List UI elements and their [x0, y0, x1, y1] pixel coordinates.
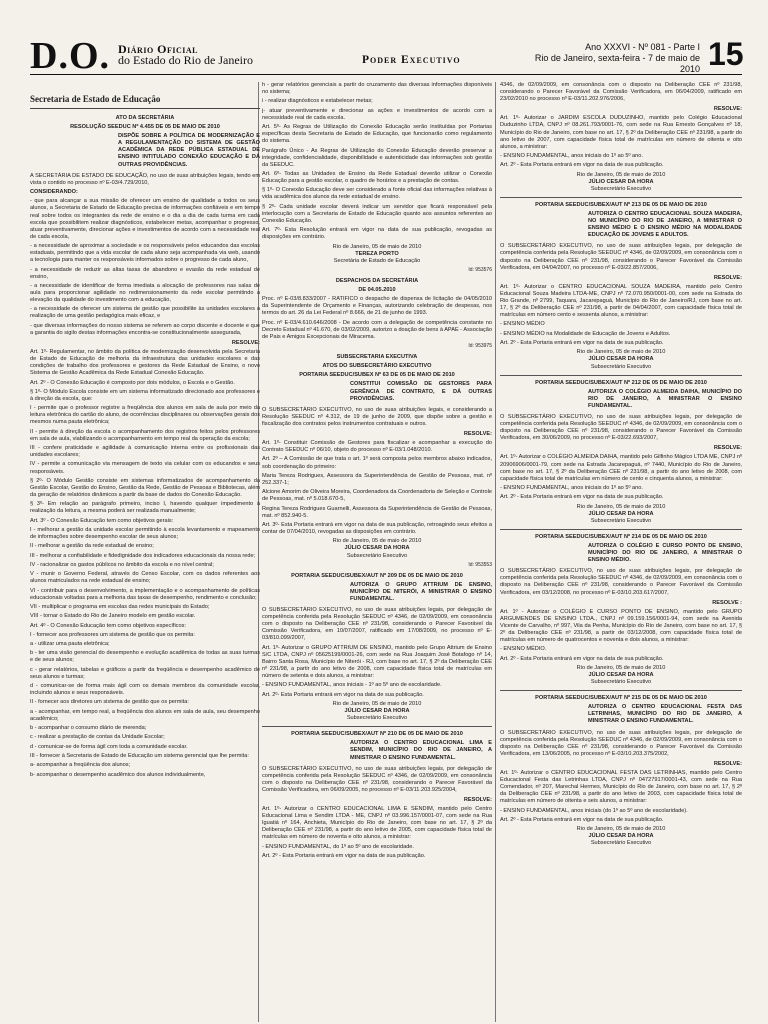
article: Art. 1º- Autorizar o COLÉGIO ALMEIDA DAIHA, mantido pelo Gilfinho Mágico LTDA ME, CNPJ nº 20906906/0001-79, com sede na Estrada Jacarepaguá, nº 7440, Município do Rio de Janeiro, com base no art. 17, § 2º da Deliberação CEE nº 231/98, a partir do ano letivo de 2008, com capacidade física total de matrículas em número de cento e cinquenta alunos, a ministrar: [500, 454, 742, 482]
document-id: Id: 953553 [468, 561, 492, 568]
list-item: III - fornecer à Secretaria de Estado de Educação um sistema gerencial que lhe permita: [30, 752, 249, 759]
signatory-role: Subsecretário Executivo [346, 552, 408, 559]
resolve-heading: RESOLVE: [713, 274, 742, 281]
list-item: - ENSINO MÉDIO. [500, 646, 547, 653]
article: Art. 2º – A Comissão de que trata o art. 1º será composta pelos membros abaixo indicados, sob coordenação do primeiro: [262, 456, 492, 470]
list-item: VII - multiplicar o programa em escolas das redes municipais do Estado; [30, 603, 210, 610]
article: Art. 4º - O Conexão Educação tem como objetivos específicos: [30, 622, 186, 629]
list-item: Maria Tereza Rodrigues, Assessora da Superintendência de Gestão de Pessoas, mat. nº 252.337-1; [262, 472, 492, 486]
resolution-summary: DISPÕE SOBRE A POLÍTICA DE MODERNIZAÇÃO E A REGULAMENTAÇÃO DO SISTEMA DE GESTÃO ACADÊMICA DA REDE PÚBLICA ESTADUAL DE ENSINO INTITULADO CONEXÃO EDUCAÇÃO E DÁ OUTRAS PROVIDÊNCIAS. [118, 133, 260, 168]
paragraph: § 2º- O Módulo Gestão consiste em sistemas informatizados de acompanhamento da Gestão Escolar, Gestão do Ensino, Gestão da Rede, Gestão de Pessoas e Bibliotecas, além da geração de relatórios dinâmicos a partir da base de dados do Conexão Educação. [30, 477, 260, 499]
masthead-rule [30, 74, 742, 75]
list-item: b - acompanhar o consumo diário de merenda; [30, 725, 147, 732]
article: Art. 2º - O Conexão Educação é composto por dois módulos, o Escola e o Gestão. [30, 379, 235, 386]
signature-date: Rio de Janeiro, 05 de maio de 2010 [332, 538, 422, 545]
signatory-name: JÚLIO CESAR DA HORA [344, 708, 410, 715]
signature-date: Rio de Janeiro, 05 de maio de 2010 [332, 243, 422, 250]
article: Art. 1º- Autorizar o JARDIM ESCOLA DUDUZINHO, mantido pelo Colégio Educacional Duduzinho LTDA, CNPJ nº 08.261.793/0001-76, com sede na Rua Ernesto Gonçalves nº 18, Município do Rio de Janeiro, com base no art. 17, § 2º da Deliberação CEE nº 231/98, a partir do ano letivo de 2007, com capacidade física total de matrículas em número de oitenta e oito alunos, a ministrar: [500, 115, 742, 150]
signatory-name: JÚLIO CESAR DA HORA [344, 545, 410, 552]
agency-title: Secretaria de Estado de Educação [30, 94, 161, 104]
divider [500, 375, 742, 376]
signatory-role: Subsecretário Executivo [346, 715, 408, 722]
resolve-heading: RESOLVE: [463, 797, 492, 803]
signatory-name: JÚLIO CESAR DA HORA [588, 510, 654, 517]
dispatch-heading: DESPACHOS DA SECRETÁRIA [335, 277, 419, 284]
signature-block [500, 826, 742, 847]
ordinance-summary: AUTORIZA O CENTRO EDUCACIONAL LIMA E SENDIM, MUNICÍPIO DO RIO DE JANEIRO, A MINISTRAR O ENSINO FUNDAMENTAL. [350, 740, 492, 761]
ordinance-title: PORTARIA SEEDUC/SUBEX/AUT Nº 215 DE 05 DE MAIO DE 2010 [535, 695, 707, 702]
paragraph: 4346, de 02/09/2009, em consonância com o disposto na Deliberação CEE nº 231/98, considerando o Parecer Favorável da Comissão Verificadora, em 06/04/2009, ratificado em 23/02/2010 no processo nº E-03/11.202.976/2006, [500, 82, 742, 103]
article: Art. 2º - Esta Portaria entrará em vigor na data de sua publicação. [500, 494, 664, 501]
list-item: a - acompanhar, em tempo real, a freqüência dos alunos em sala de aula, seu desempenho acadêmico; [30, 708, 260, 722]
list-item: III - confere praticidade e agilidade à comunicação interna entre os profissionais das unidades escolares; [30, 445, 260, 459]
issue-meta [530, 42, 700, 75]
act-heading: ATO DA SECRETÁRIA [115, 115, 175, 121]
list-item: d - comunicar-se de forma ágil com toda a comunidade escolar. [30, 743, 188, 750]
paragraph: § 1º- O Módulo Escola consiste em um sistema informatizado direcionado aos professores e à direção da escola, que: [30, 388, 260, 402]
paragraph: - a necessidade de oferecer um sistema de gestão que possibilite às unidades escolares a realização de uma gestão pedagógica mais eficaz, e [30, 306, 260, 320]
considering-heading: CONSIDERANDO: [30, 189, 78, 196]
paragraph: O SUBSECRETÁRIO EXECUTIVO, no uso de suas atribuições legais, por delegação de competência conferida pela Resolução SEEDUC nº 4346, de 02/09/2009, em consonância com o disposto na Deliberação CEE nº 231/98, considerando o Parecer Favorável da Comissão Verificadora, em 06/09/2005, no processo nº E-03/11.203.925/2004, [262, 765, 492, 793]
signature-date: Rio de Janeiro, 05 de maio de 2010 [332, 700, 422, 707]
signature-block [500, 172, 742, 193]
paragraph: O SUBSECRETÁRIO EXECUTIVO, no uso de suas atribuições legais, e considerando a Resolução SEEDUC nº 4.312, de 19 de junho de 2009, que dispõe sobre a gestão e fiscalização dos contratos pelos instrumentos contratuais e outros. [262, 406, 492, 427]
gazette-logo: D.O. [30, 35, 110, 77]
list-item: j- atuar preventivamente e direcionar as ações e investimentos de acordo com a necessidade real de cada escola. [262, 107, 492, 121]
article: Art. 1º- Autorizar o CENTRO EDUCACIONAL FESTA DAS LETRINHAS, mantido pelo Centro Educacional Festa das Letrinhas LTDA, CNPJ nº 04727917/0001-43, com sede na Rua Comendador, nº 207, Marechal Hermes, Município do Rio de Janeiro, com base no art. 17, § 2º da Deliberação CEE nº 231/98, a partir do ano letivo de 2003, com capacidade física total de matrículas em número de oitenta e seis alunos, a ministrar: [500, 770, 742, 805]
signatory-role: Subsecretário Executivo [590, 840, 652, 847]
column-3 [500, 82, 742, 1022]
column-2 [262, 82, 492, 1022]
list-item: a- acompanhar a freqüência dos alunos; [30, 762, 131, 769]
signature-block [500, 665, 742, 686]
signatory-name: TEREZA PORTO [355, 250, 399, 257]
article: Art. 1º- Regulamentar, no âmbito da política de modernização desenvolvida pela Secretaria de Estado de Educação de melhoria da infraestrutura das unidades escolares e das condições de trabalho dos professores e gestores da Rede Estadual de Ensino, o novo Sistema de Gestão Acadêmica da Rede Estadual Conexão Educação. [30, 349, 260, 377]
list-item: - ENSINO FUNDAMENTAL, anos iniciais do 1º ao 5º ano. [500, 153, 643, 160]
divider [500, 529, 742, 530]
list-item: - ENSINO FUNDAMENTAL, anos iniciais - 1º ao 5º ano de escolaridade. [262, 682, 442, 689]
ordinance-title: PORTARIA SEEDUC/SUBEX Nº 63 DE 05 DE MAIO DE 2010 [299, 372, 455, 379]
resolve-heading: RESOLVE: [463, 431, 492, 437]
article: Art. 7º- Esta Resolução entrará em vigor na data de sua publicação, revogadas as disposições em contrário. [262, 227, 492, 241]
list-item: a - utilizar uma pauta eletrônica; [30, 641, 110, 648]
article: Art. 3º - O Conexão Educação tem como objetivos gerais: [30, 517, 174, 524]
list-item: - ENSINO FUNDAMENTAL, do 1º ao 5º ano de escolaridade. [262, 843, 414, 850]
signature-date: Rio de Janeiro, 05 de maio de 2010 [576, 826, 666, 833]
section-title: Poder Executivo [362, 54, 461, 66]
list-item: II - permite à direção da escola o acompanhamento dos registros feitos pelos professores em sala de aula, viabilizando o acompanhamento em tempo real da operação da escola; [30, 428, 260, 442]
list-item: V - munir o Governo Federal, através do Censo Escolar, com os dados referentes aos alunos matriculados na rede estadual de ensino; [30, 571, 260, 585]
list-item: b - ter uma visão gerencial do desempenho e evolução acadêmica de todas as suas turmas e de seus alunos; [30, 650, 260, 664]
subsecretariat-heading: SUBSECRETARIA EXECUTIVA [336, 354, 418, 361]
ordinance-summary: AUTORIZA O COLÉGIO E CURSO PONTO DE ENSINO, MUNICÍPIO DO RIO DE JANEIRO, A MINISTRAR O ENSINO MÉDIO. [588, 542, 742, 564]
document-id: Id: 953975 [468, 343, 492, 350]
gazette-subtitle-line2: do Estado do Rio de Janeiro [118, 53, 253, 67]
ordinance-title: PORTARIA SEEDUC/SUBEX/AUT Nº 214 DE 05 DE MAIO DE 2010 [535, 533, 707, 540]
ordinance-title: PORTARIA SEEDUC/SUBEX/AUT Nº 209 DE 05 DE MAIO DE 2010 [291, 572, 463, 579]
paragraph: - que diversas informações do nosso sistema se referem ao corpo discente e docente e que a garantia do sigilo destas informações encontra-se constitucionalmente assegurada, [30, 322, 260, 336]
divider [30, 108, 260, 109]
article: Art. 1º- Constituir Comissão de Gestores para fiscalizar e acompanhar a execução do Contrato SEEDUC nº 06/10, objeto do processo nº E-03/1.048/2010. [262, 440, 492, 454]
article: Art. 6º- Todas as Unidades de Ensino da Rede Estadual deverão utilizar o Conexão Educação para a gestão escolar, o quadro de horários e a prestação de contas. [262, 170, 492, 185]
paragraph: § 3º- Em relação ao parágrafo primeiro, inciso I, havendo qualquer impedimento à realização da leitura, a mesma poderá ser realizada manualmente; [30, 501, 260, 515]
article: Art. 2º - Esta Portaria entrará em vigor na data de sua publicação. [500, 162, 664, 169]
article: Art. 5º- As Regras de Utilização do Conexão Educação serão instituídas por Portarias específicas desta Secretaria de Estado de Educação, que funcionarão como regulamento do sistema. [262, 124, 492, 145]
column-divider [495, 82, 496, 1022]
list-item: I - permite que o professor registre a freqüência dos alunos em sala de aula por meio da leitura eletrônica do cartão do aluno, de ocorrências disciplinares ou observações gerais dos mesmos numa pauta eletrônica; [30, 405, 260, 426]
article: Art. 1º- Autorizar o CENTRO EDUCACIONAL SOUZA MADEIRA, mantido pelo Centro Educacional Souza Madeira LTDA-ME, CNPJ nº 72.070.950/0001-00, com sede na Estrada do Rio Grande, nº 2799, Taquara, Jacarepaguá, Município do Rio de Janeiro/RJ, com base no art. 17, § 2º da Deliberação CEE nº 231/98, a partir de 04/04/2007, com capacidade física total de matrículas em número cento e sessenta alunos, a ministrar: [500, 283, 742, 319]
list-item: VI - contribuir para o desenvolvimento, a implementação e o acompanhamento de políticas educacionais voltadas para a melhoria das taxas de desempenho, rendimento e conclusão; [30, 587, 260, 601]
article: Art. 1º - Autorizar o COLÉGIO E CURSO PONTO DE ENSINO, mantido pelo GRUPO ARGUMENDES DE ENSINO LTDA., CNPJ nº 09.159.156/0001-94, com sede na Avenida Vicente de Carvalho, nº 997, Vila da Penha, Município do Rio de Janeiro, com base no art. 17, § 2º da Deliberação CEE nº 231/98, a partir de 03/12/2008, com capacidade física total de matrículas em número de quatrocentos e noventa e dois alunos, a ministrar: [500, 608, 742, 644]
issue-date: Rio de Janeiro, sexta-feira - 7 de maio de 2010 [534, 53, 700, 74]
list-item: IV - racionalizar os gastos públicos no âmbito da escola e no nível central; [30, 561, 214, 568]
paragraph: § 1º- O Conexão Educação deve ser considerado a fonte oficial das informações relativas à vida acadêmica dos alunos da rede estadual de ensino. [262, 187, 492, 201]
signatory-role: Subsecretário Executivo [590, 363, 652, 370]
paragraph: Proc. nº E-03/8.833/2007 - RATIFICO o despacho de dispensa de licitação de 04/05/2010 da Superintendente de Orçamento e Finanças, autorizando celebração de despesas, nos termos do art. 26 da Lei Federal nº 8.666, de 21 de junho de 1993. [262, 296, 492, 317]
list-item: I - melhorar a gestão da unidade escolar permitindo à escola levantamento e mapeamento de informações sobre desempenho escolar de seus alunos; [30, 526, 260, 541]
signatory-name: JÚLIO CESAR DA HORA [588, 178, 654, 185]
paragraph: O SUBSECRETÁRIO EXECUTIVO, no uso de suas atribuições legais, por delegação de competência conferida pela Resolução SEEDUC nº 4346, de 02/09/2009, em consonância com o disposto na Deliberação CEE nº 231/98, considerando o Parecer Favorável da Comissão Verificadora, em 13/06/2005, no processo nº E-03/10.203.375/2002, [500, 729, 742, 757]
resolution-title: RESOLUÇÃO SEEDUC Nº 4.455 DE 05 DE MAIO DE 2010 [70, 124, 220, 131]
article: Art. 2º - Esta Portaria entrará em vigor na data de sua publicação. [500, 816, 664, 823]
divider [262, 726, 492, 727]
list-item: II - fornecer aos diretores um sistema de gestão que os permita: [30, 699, 189, 706]
issue-number: Ano XXXVI - Nº 081 - Parte I [585, 42, 700, 52]
signatory-role: Subsecretário Executivo [590, 517, 652, 524]
list-item: - ENSINO FUNDAMENTAL, anos iniciais do 1º ao 5º ano. [500, 485, 643, 491]
paragraph: O SUBSECRETÁRIO EXECUTIVO, no uso de suas atribuições legais, por delegação de competência conferida pela Resolução SEEDUC nº 4346, de 02/09/2009, em consonância com o disposto na Deliberação CEE nº 231/98, considerando o Parecer Favorável da Comissão Verificadora, em 10/07/2007, ratificado em 17/08/2009, no processo nº E-03/810.099/2007, [262, 607, 492, 642]
article: Art. 2º - Esta Portaria entrará em vigor na data de sua publicação. [262, 853, 426, 860]
paragraph: - que para alcançar a sua missão de oferecer um ensino de qualidade a todos os seus alunos, a Secretaria de Estado de Educação precisa de informações confiáveis e em tempo real sobre todos os integrantes da rede de ensino e o dia a dia de cada turma em cada escola que possibilitem realizar diagnósticos, estabelecer metas, acompanhar o progresso, atuar preventivamente, direcionar ações e investimentos de acordo com a necessidade real de cada escola, [30, 198, 260, 240]
column-1 [30, 82, 260, 1022]
paragraph: Parágrafo Único - As Regras de Utilização do Conexão Educação deverão preservar a integridade, confidencialidade, disponibilidade e autenticidade das informações sob gestão da SEEDUC. [262, 147, 492, 168]
gazette-subtitle-line1: Diário Oficial [118, 42, 199, 56]
list-item: c - gerar relatórios, tabelas e gráficos a partir da freqüência e desempenho acadêmico de seus alunos e turmas; [30, 666, 260, 680]
list-item: VIII - tornar o Estado do Rio de Janeiro modelo em gestão escolar. [30, 613, 196, 620]
signatory-role: Subsecretário Executivo [590, 185, 652, 192]
divider [500, 197, 742, 198]
paragraph: § 2º- Cada unidade escolar deverá indicar um servidor que ficará responsável pela interlocução com a Secretaria de Estado de Educação quanto aos assuntos referentes ao Conexão Educação. [262, 203, 492, 224]
signatory-role: Subsecretário Executivo [590, 679, 652, 686]
resolve-heading: RESOLVE: [713, 760, 742, 767]
signatory-name: JÚLIO CESAR DA HORA [588, 356, 654, 363]
signature-block [500, 349, 742, 370]
document-id: Id: 953576 [468, 266, 492, 273]
list-item: i - realizar diagnósticos e estabelecer metas; [262, 98, 373, 105]
article: Art. 2º - Esta Portaria entrará em vigor na data de sua publicação. [500, 655, 664, 662]
gazette-subtitle [118, 44, 253, 66]
signature-block [262, 244, 492, 265]
signatory-name: JÚLIO CESAR DA HORA [588, 672, 654, 678]
paragraph: Proc. nº E-03/4.610.646/2008 - De acordo com a delegação de competência constante no Decreto Estadual nº 41.670, de 03/02/2009, autorizo a doação de bens à APAE - Associação de Pais e Amigos Excepcionais de Miracema. [262, 319, 492, 340]
list-item: c - realizar a prestação de contas da Unidade Escolar; [30, 734, 165, 741]
signature-date: Rio de Janeiro, 05 de maio de 2010 [576, 503, 666, 510]
signature-date: Rio de Janeiro, 05 de maio de 2010 [576, 349, 666, 356]
list-item: II - melhorar a gestão da rede estadual de ensino; [30, 543, 154, 550]
signatory-name: JÚLIO CESAR DA HORA [588, 833, 654, 840]
signature-block [262, 538, 492, 559]
list-item: - ENSINO MÉDIO na Modalidade de Educação de Jovens e Adultos. [500, 330, 671, 337]
resolve-heading: RESOLVE: [231, 339, 260, 346]
ordinance-summary: AUTORIZA O CENTRO EDUCACIONAL SOUZA MADEIRA, NO MUNICÍPIO DO RIO DE JANEIRO, A MINISTRAR O ENSINO MÉDIO E O ENSINO MÉDIO NA MODALIDADE EDUCAÇÃO DE JOVENS E ADULTOS. [588, 210, 742, 239]
divider [500, 690, 742, 691]
article: Art. 1º- Autorizar o GRUPO ATTRIUM DE ENSINO, mantido pelo Grupo Attrium de Ensino S/C LTDA, CNPJ nº 05625199/0001-26, com sede na Rua Joaquim José Botafogo nº 14, Bairro Santa Rosa, Município de Niterói - RJ, com base no art. 17, § 2º da Deliberação CEE nº 231/98, a partir do ano letivo de 2008, com capacidade física total de matrículas em número de setenta e dois alunos, a ministrar: [262, 644, 492, 680]
list-item: Regina Tereza Rodrigues Guarnelli, Assessora da Superintendência de Gestão de Pessoas, mat. nº 852.940-5. [262, 505, 492, 519]
signature-block [500, 504, 742, 525]
list-item: III - melhorar a confiabilidade e fidedignidade dos indicadores educacionais da nossa rede; [30, 552, 256, 559]
list-item: b- acompanhar o desempenho acadêmico dos alunos individualmente, [30, 771, 206, 778]
ordinance-title: PORTARIA SEEDUC/SUBEX/AUT Nº 212 DE 05 DE MAIO DE 2010 [535, 379, 707, 386]
list-item: Alcione Amorim de Oliveira Moreira, Coordenadora da Coordenadoria de Seleção e Controle de Pessoas, mat. nº 5.018.670-5, [262, 489, 492, 503]
list-item: - ENSINO FUNDAMENTAL, anos iniciais (do 1º ao 5º ano de escolaridade). [500, 807, 688, 814]
paragraph: O SUBSECRETÁRIO EXECUTIVO, no uso de suas atribuições legais, por delegação de competência conferida pela Resolução SEEDUC nº 4346, de 02/09/2009, em consonância com o disposto na Deliberação CEE nº 231/98, considerando o Parecer Favorável da Comissão Verificadora, em 03/12/2008, no processo nº E-03/10.203.617/2007, [500, 568, 742, 596]
signature-date: Rio de Janeiro, 05 de maio de 2010 [576, 664, 666, 671]
resolve-heading: RESOLVE: [713, 445, 742, 452]
list-item: I - fornecer aos professores um sistema de gestão que os permita: [30, 631, 195, 638]
list-item: h - gerar relatórios gerenciais a partir do cruzamento das diversas informações disponíveis no sistema; [262, 82, 492, 96]
signatory-role: Secretária de Estado de Educação [333, 257, 421, 264]
paragraph: - a necessidade de reduzir as altas taxas de abandono e evasão da rede estadual de ensino, [30, 266, 260, 280]
paragraph: A SECRETÁRIA DE ESTADO DE EDUCAÇÃO, no uso de suas atribuições legais, tendo em vista o contido no processo nº E-03/4.729/2010, [30, 172, 260, 186]
list-item: d - comunicar-se de forma mais ágil com os demais membros da comunidade escolar, incluindo alunos e seus responsáveis. [30, 683, 260, 697]
resolve-heading: RESOLVE : [712, 599, 742, 606]
ordinance-summary: CONSTITUI COMISSÃO DE GESTORES PARA GERÊNCIA DE CONTRATO, E DÁ OUTRAS PROVIDÊNCIAS. [350, 381, 492, 402]
article: Art. 2º - Esta Portaria entrará em vigor na data de sua publicação. [500, 340, 664, 347]
act-heading: ATOS DO SUBSECRETÁRIO EXECUTIVO [322, 363, 432, 370]
paragraph: O SUBSECRETÁRIO EXECUTIVO, no uso de suas atribuições legais, por delegação de competência conferida pela Resolução SEEDUC nº 4346, de 02/09/2009, em consonância com o disposto na Deliberação CEE nº 231/98, considerando o Parecer Favorável da Comissão Verificadora, em 30/06/2009, no processo nº E-03/22.693/2007, [500, 413, 742, 442]
page-number: 15 [708, 36, 744, 72]
paragraph: O SUBSECRETÁRIO EXECUTIVO, no uso de suas atribuições legais, por delegação de competência conferida pela Resolução SEEDUC nº 4346, de 02/09/2009, em consonância com o disposto na Deliberação CEE nº 231/98, considerando o Parecer Favorável da Comissão Verificadora, em 04/04/2007, no processo nº E-03/22.857/2006, [500, 243, 742, 271]
ordinance-summary: AUTORIZA O CENTRO EDUCACIONAL FESTA DAS LETRINHAS, MUNICÍPIO DO RIO DE JANEIRO, A MINISTRAR O ENSINO FUNDAMENTAL. [588, 704, 742, 725]
signature-block [262, 701, 492, 722]
ordinance-title: PORTARIA SEEDUC/SUBEX/AUT Nº 210 DE 05 DE MAIO DE 2010 [291, 731, 463, 738]
resolve-heading: RESOLVE: [713, 106, 742, 113]
ordinance-title: PORTARIA SEEDUC/SUBEX/AUT Nº 213 DE 05 DE MAIO DE 2010 [535, 201, 707, 208]
paragraph: - a necessidade de identificar de forma imediata a alocação de professores nas salas de aula para proporcionar agilidade no redimensionamento da rede escolar permitindo a elevação da qualidade do investimento com a educação, [30, 282, 260, 304]
paragraph: - a necessidade de aproximar a sociedade e os responsáveis pelos educandos das escolas estaduais, permitindo que a vida escolar de cada aluno seja acompanhada via web, usando a tecnologia para manter os responsáveis informados sobre o progresso de cada aluno, [30, 243, 260, 264]
article: Art. 1º- Autorizar o CENTRO EDUCACIONAL LIMA E SENDIM, mantido pelo Centro Educacional Lima e Sendim LTDA - ME, CNPJ nº 03.996.157/0001-07, com sede na Rua Iguatiá nº 164, Anchieta, Município do Rio de Janeiro, com base no art. 17, § 2º da Deliberação CEE nº 231/98, a partir do ano letivo de 2005, com capacidade física total de matrículas em número de noventa e oito alunos, a ministrar: [262, 806, 492, 841]
signature-date: Rio de Janeiro, 05 de maio de 2010 [576, 171, 666, 178]
list-item: - ENSINO MÉDIO [500, 321, 545, 328]
list-item: IV - permite a comunicação via mensagem de texto via celular com os educandos e seus responsáveis. [30, 461, 260, 475]
ordinance-summary: AUTORIZA O GRUPO ATTRIUM DE ENSINO, MUNICÍPIO DE NITERÓI, A MINISTRAR O ENSINO FUNDAMENTAL. [350, 581, 492, 602]
masthead [30, 35, 744, 77]
ordinance-summary: AUTORIZA O COLÉGIO ALMEIDA DAIHA, MUNICÍPIO DO RIO DE JANEIRO, A MINISTRAR O ENSINO FUNDAMENTAL. [588, 388, 742, 409]
dispatch-date: DE 04.05.2010 [358, 287, 396, 294]
article: Art. 2º- Esta Portaria entrará em vigor na data de sua publicação. [262, 691, 424, 698]
article: Art. 3º- Esta Portaria entrará em vigor na data de sua publicação, retroagindo seus efeitos a contar de 07/04/2010, revogadas as disposições em contrário. [262, 521, 492, 536]
